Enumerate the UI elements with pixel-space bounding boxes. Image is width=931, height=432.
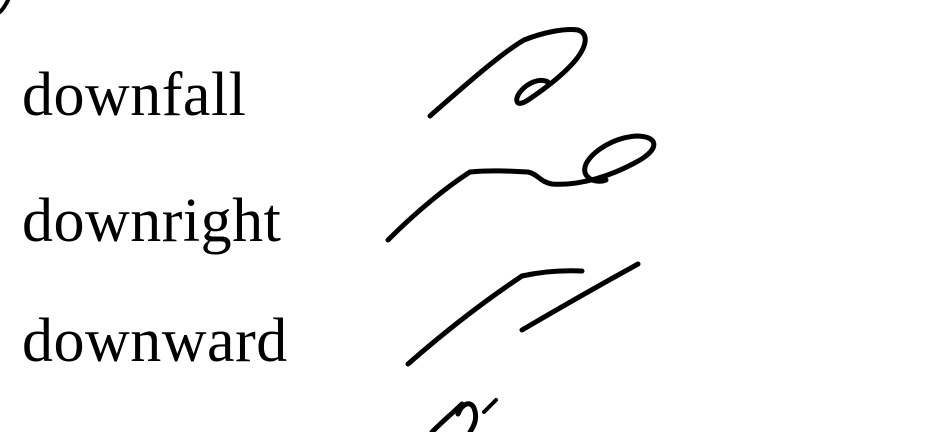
downright-shorthand-outline: [388, 136, 654, 240]
entry-word-downright: downright: [22, 187, 282, 255]
page-edge-mark: [0, 0, 10, 12]
downfall-shorthand-outline: [430, 29, 585, 116]
partial-next-outline: [432, 400, 496, 432]
downward-shorthand-outline: [408, 264, 638, 364]
entry-word-downward: downward: [22, 307, 288, 375]
entry-word-downfall: downfall: [22, 61, 247, 129]
